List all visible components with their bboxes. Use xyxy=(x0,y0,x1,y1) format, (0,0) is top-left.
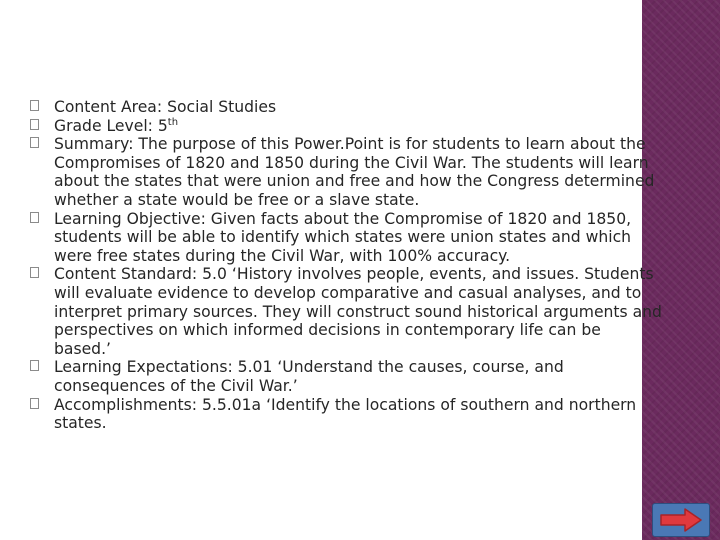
bullet-text: Content Area: Social Studies xyxy=(54,98,277,116)
bullet-text: Summary: The purpose of this Power.Point is for students to learn about the Compromises of 1820 and 1850 during the Civil War. The students will learn about the states that were union and free and how the Congress determined whether a state would be free or a slave state. xyxy=(54,135,655,209)
bullet-marker-icon xyxy=(30,265,54,358)
list-item xyxy=(30,265,662,358)
bullet-marker-icon xyxy=(30,358,54,395)
list-item xyxy=(30,396,662,433)
list-item xyxy=(30,210,662,266)
next-slide-button[interactable] xyxy=(652,503,710,537)
bullet-marker-icon xyxy=(30,210,54,266)
bullet-marker-icon xyxy=(30,117,54,136)
bullet-marker-icon xyxy=(30,98,54,117)
bullet-text: Grade Level: 5th xyxy=(54,116,179,135)
list-item xyxy=(30,117,662,136)
right-arrow-icon xyxy=(659,508,703,532)
list-item xyxy=(30,358,662,395)
bullet-text: Accomplishments: 5.5.01a ‘Identify the locations of southern and northern states. xyxy=(54,395,637,433)
list-item xyxy=(30,98,662,117)
bullet-list xyxy=(30,98,662,433)
bullet-marker-icon xyxy=(30,135,54,209)
bullet-text: Learning Expectations: 5.01 ‘Understand the causes, course, and consequences of the Civil War.’ xyxy=(54,358,564,395)
bullet-text: Content Standard: 5.0 ‘History involves people, events, and issues. Students will evaluate evidence to develop comparative and casual analyses, and to interpret primary sources. They will construct sound historical arguments and perspectives on which informed decisions in contemporary life can be based.’ xyxy=(54,265,662,358)
bullet-text: Learning Objective: Given facts about the Compromise of 1820 and 1850, students will be able to identify which states were union states and which were free states during the Civil War, with 100% accuracy. xyxy=(54,209,632,265)
bullet-marker-icon xyxy=(30,396,54,433)
list-item xyxy=(30,135,662,209)
